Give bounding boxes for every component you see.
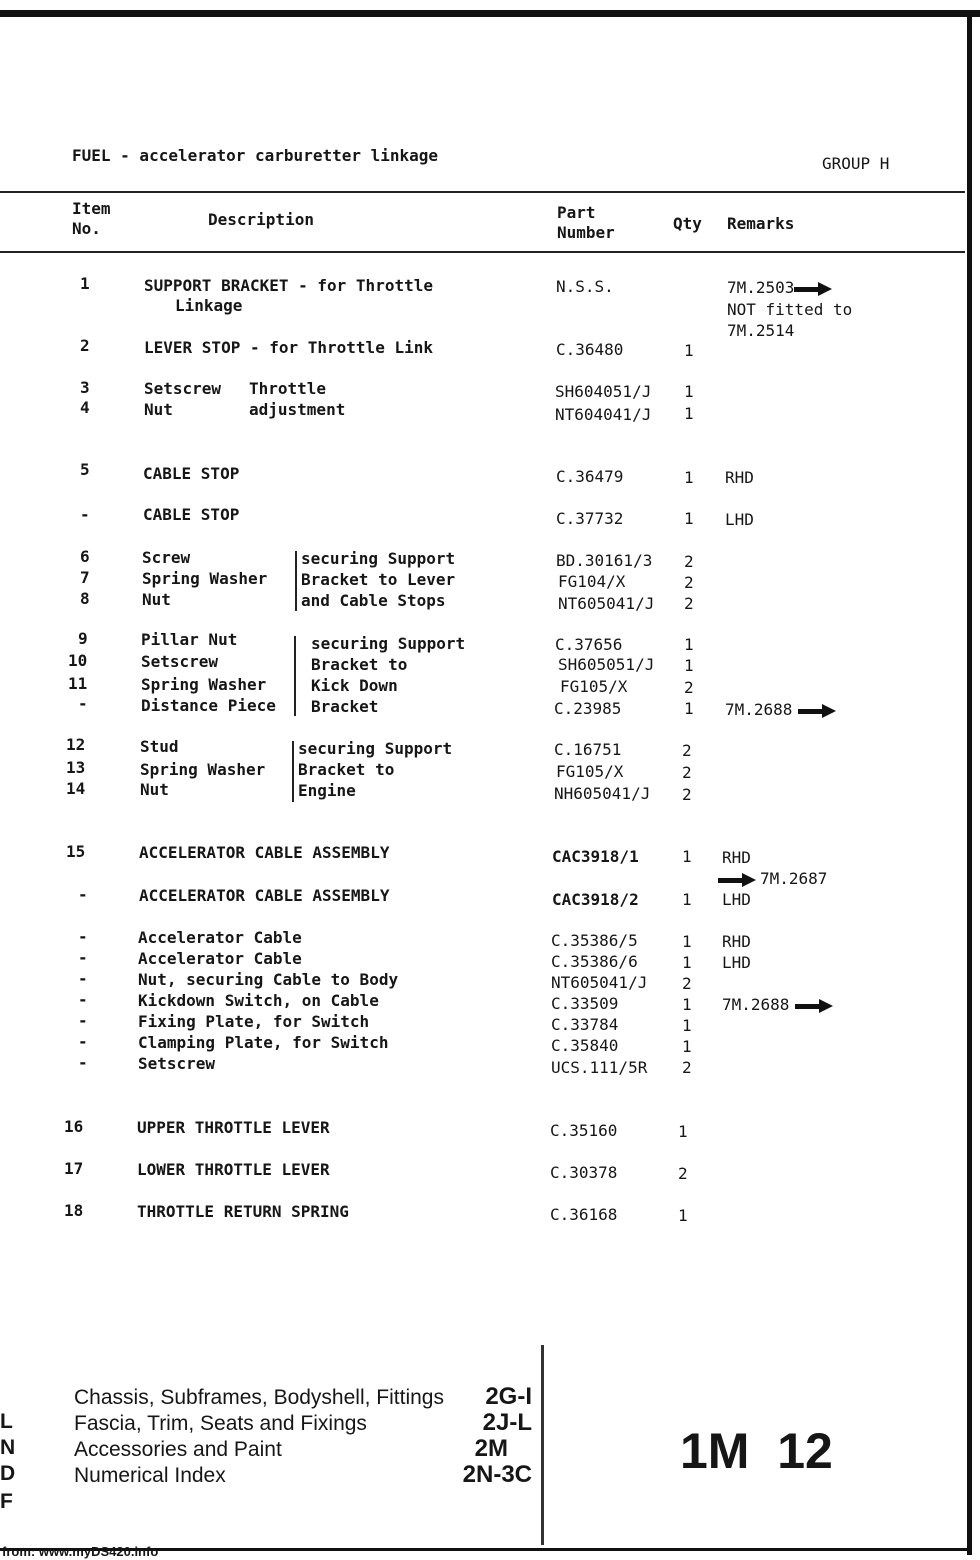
index-code: 2J-L xyxy=(482,1409,532,1436)
qty: 1 xyxy=(678,1122,688,1141)
bracket-line xyxy=(295,551,297,611)
part-number: C.36479 xyxy=(556,467,624,486)
group-note: Engine xyxy=(298,781,356,800)
arrow-right-icon xyxy=(798,704,836,718)
qty: 1 xyxy=(682,1016,692,1035)
qty: 1 xyxy=(682,995,692,1014)
remarks: 7M.2503 xyxy=(727,278,832,298)
description: Clamping Plate, for Switch xyxy=(138,1033,389,1052)
part-number: UCS.111/5R xyxy=(551,1058,648,1077)
group-note: securing Support xyxy=(298,739,453,758)
description: Kickdown Switch, on Cable xyxy=(138,991,379,1010)
group-note: Throttle xyxy=(249,379,327,398)
edge-letter: N xyxy=(0,1436,16,1459)
group-note: securing Support xyxy=(311,634,466,653)
qty: 2 xyxy=(682,741,692,760)
qty: 1 xyxy=(682,932,692,951)
description: LEVER STOP - for Throttle Link xyxy=(144,338,433,357)
index-label: Numerical Index xyxy=(74,1464,226,1487)
remarks: RHD xyxy=(725,468,754,487)
description: Screw xyxy=(142,548,191,567)
remarks: LHD xyxy=(722,890,751,909)
part-number: C.33784 xyxy=(551,1015,619,1034)
edge-letter: L xyxy=(0,1410,13,1433)
remarks: LHD xyxy=(722,953,751,972)
part-number: BD.30161/3 xyxy=(556,551,653,570)
col-item-no: Item No. xyxy=(72,199,111,238)
description: UPPER THROTTLE LEVER xyxy=(137,1118,330,1137)
item-no: - xyxy=(78,927,88,946)
item-no: 5 xyxy=(80,460,90,479)
qty: 1 xyxy=(684,382,694,401)
group-note: Kick Down xyxy=(311,676,398,695)
part-number: C.37732 xyxy=(556,509,624,528)
footer-divider xyxy=(541,1345,544,1545)
item-no: 16 xyxy=(64,1117,84,1136)
description: CABLE STOP xyxy=(143,464,240,483)
item-no: - xyxy=(78,1011,88,1030)
remarks: 7M.2688 xyxy=(725,700,836,720)
part-number: CAC3918/1 xyxy=(552,847,639,866)
description: LOWER THROTTLE LEVER xyxy=(137,1160,330,1179)
index-code: 2N-3C xyxy=(462,1461,532,1488)
description: Nut xyxy=(140,780,169,799)
page-id: 1M 12 xyxy=(680,1423,833,1479)
part-number: C.36168 xyxy=(550,1205,618,1224)
description: Nut, securing Cable to Body xyxy=(138,970,399,989)
qty: 1 xyxy=(684,656,694,675)
description: Setscrew xyxy=(144,379,222,398)
col-description: Description xyxy=(208,210,314,229)
description: ACCELERATOR CABLE ASSEMBLY xyxy=(139,886,390,905)
item-no: 10 xyxy=(68,651,88,670)
qty: 2 xyxy=(684,594,694,613)
qty: 1 xyxy=(682,847,692,866)
part-number: CAC3918/2 xyxy=(552,890,639,909)
item-no: - xyxy=(78,694,88,713)
part-number: FG105/X xyxy=(560,677,628,696)
group-note: Bracket to Lever xyxy=(301,570,456,589)
qty: 1 xyxy=(682,890,692,909)
item-no: 8 xyxy=(80,589,90,608)
bracket-line xyxy=(292,741,294,802)
item-no: - xyxy=(78,969,88,988)
item-no: 14 xyxy=(66,779,86,798)
part-number: FG105/X xyxy=(556,762,624,781)
right-border xyxy=(967,10,972,1555)
item-no: 3 xyxy=(80,378,90,397)
item-no: - xyxy=(78,990,88,1009)
qty: 2 xyxy=(684,552,694,571)
item-no: 1 xyxy=(80,274,90,293)
qty: 2 xyxy=(682,763,692,782)
part-number: SH604051/J xyxy=(555,382,652,401)
qty: 2 xyxy=(684,678,694,697)
page-title: FUEL - accelerator carburetter linkage xyxy=(72,146,439,165)
qty: 2 xyxy=(682,1058,692,1077)
group-note: adjustment xyxy=(249,400,346,419)
arrow-right-icon xyxy=(794,282,832,296)
description: CABLE STOP xyxy=(143,505,240,524)
part-number: C.35160 xyxy=(550,1121,618,1140)
item-no: - xyxy=(78,885,88,904)
item-no: 18 xyxy=(64,1201,84,1220)
item-no: 13 xyxy=(66,758,86,777)
remarks: LHD xyxy=(725,510,754,529)
qty: 1 xyxy=(684,404,694,423)
qty: 1 xyxy=(684,635,694,654)
remarks: NOT fitted to xyxy=(727,300,853,319)
group-note: Bracket to xyxy=(298,760,395,779)
index-code: 2G-I xyxy=(485,1383,532,1410)
description: Spring Washer xyxy=(141,675,267,694)
item-no: 4 xyxy=(80,398,90,417)
qty: 2 xyxy=(682,785,692,804)
description: Stud xyxy=(140,737,179,756)
item-no: 11 xyxy=(68,674,88,693)
item-no: - xyxy=(78,1053,88,1072)
description: Spring Washer xyxy=(142,569,268,588)
part-number: N.S.S. xyxy=(556,277,614,296)
header-rule-bottom xyxy=(0,251,965,253)
part-number: NT604041/J xyxy=(555,405,652,424)
part-number: C.36480 xyxy=(556,340,624,359)
description: Linkage xyxy=(175,296,243,315)
col-part-number: Part Number xyxy=(557,203,615,242)
description: Nut xyxy=(144,400,173,419)
group-label: GROUP H xyxy=(822,154,890,173)
remarks: RHD xyxy=(722,932,751,951)
arrow-right-icon xyxy=(718,873,756,887)
part-number: NT605041/J xyxy=(551,973,648,992)
qty: 1 xyxy=(684,509,694,528)
remarks: RHD xyxy=(722,848,751,867)
part-number: C.35386/6 xyxy=(551,952,638,971)
group-note: securing Support xyxy=(301,549,456,568)
part-number: C.23985 xyxy=(554,699,622,718)
arrow-right-icon xyxy=(795,999,833,1013)
description: Pillar Nut xyxy=(141,630,238,649)
item-no: 15 xyxy=(66,842,86,861)
description: Nut xyxy=(142,590,171,609)
item-no: 6 xyxy=(80,547,90,566)
remarks: 7M.2514 xyxy=(727,321,795,340)
item-no: 7 xyxy=(80,568,90,587)
qty: 1 xyxy=(682,1037,692,1056)
description: Accelerator Cable xyxy=(138,928,302,947)
bracket-line xyxy=(294,636,296,716)
item-no: - xyxy=(80,505,90,524)
qty: 1 xyxy=(684,699,694,718)
remarks: 7M.2688 xyxy=(722,995,833,1015)
col-qty: Qty xyxy=(673,214,702,233)
part-number: C.37656 xyxy=(555,635,623,654)
item-no: 2 xyxy=(80,336,90,355)
edge-letter: F xyxy=(0,1490,13,1513)
index-code: 2M xyxy=(474,1435,508,1462)
item-no: 9 xyxy=(78,629,88,648)
col-remarks: Remarks xyxy=(727,214,795,233)
qty: 2 xyxy=(682,974,692,993)
edge-letter: D xyxy=(0,1462,16,1485)
source-credit: from: www.myDS420.info xyxy=(2,1544,159,1559)
index-label: Accessories and Paint xyxy=(74,1438,282,1461)
description: ACCELERATOR CABLE ASSEMBLY xyxy=(139,843,390,862)
description: Distance Piece xyxy=(141,696,276,715)
description: Setscrew xyxy=(138,1054,216,1073)
remarks: 7M.2687 xyxy=(718,869,827,889)
description: SUPPORT BRACKET - for Throttle xyxy=(144,276,433,295)
item-no: 12 xyxy=(66,735,86,754)
part-number: SH605051/J xyxy=(558,655,655,674)
group-note: and Cable Stops xyxy=(301,591,446,610)
part-number: C.16751 xyxy=(554,740,622,759)
description: Setscrew xyxy=(141,652,219,671)
item-no: - xyxy=(78,948,88,967)
qty: 2 xyxy=(684,573,694,592)
qty: 1 xyxy=(684,341,694,360)
part-number: C.35840 xyxy=(551,1036,619,1055)
description: Fixing Plate, for Switch xyxy=(138,1012,370,1031)
qty: 1 xyxy=(684,468,694,487)
group-note: Bracket to xyxy=(311,655,408,674)
index-label: Fascia, Trim, Seats and Fixings xyxy=(74,1412,367,1435)
part-number: FG104/X xyxy=(558,572,626,591)
item-no: 17 xyxy=(64,1159,84,1178)
qty: 2 xyxy=(678,1164,688,1183)
description: Spring Washer xyxy=(140,760,266,779)
index-label: Chassis, Subframes, Bodyshell, Fittings xyxy=(74,1386,444,1409)
description: Accelerator Cable xyxy=(138,949,302,968)
description: THROTTLE RETURN SPRING xyxy=(137,1202,349,1221)
header-rule-top xyxy=(0,191,965,193)
part-number: C.33509 xyxy=(551,994,619,1013)
group-note: Bracket xyxy=(311,697,379,716)
part-number: NH605041/J xyxy=(554,784,651,803)
item-no: - xyxy=(78,1032,88,1051)
qty: 1 xyxy=(682,953,692,972)
part-number: NT605041/J xyxy=(558,594,655,613)
top-border xyxy=(0,10,980,17)
part-number: C.35386/5 xyxy=(551,931,638,950)
part-number: C.30378 xyxy=(550,1163,618,1182)
qty: 1 xyxy=(678,1206,688,1225)
